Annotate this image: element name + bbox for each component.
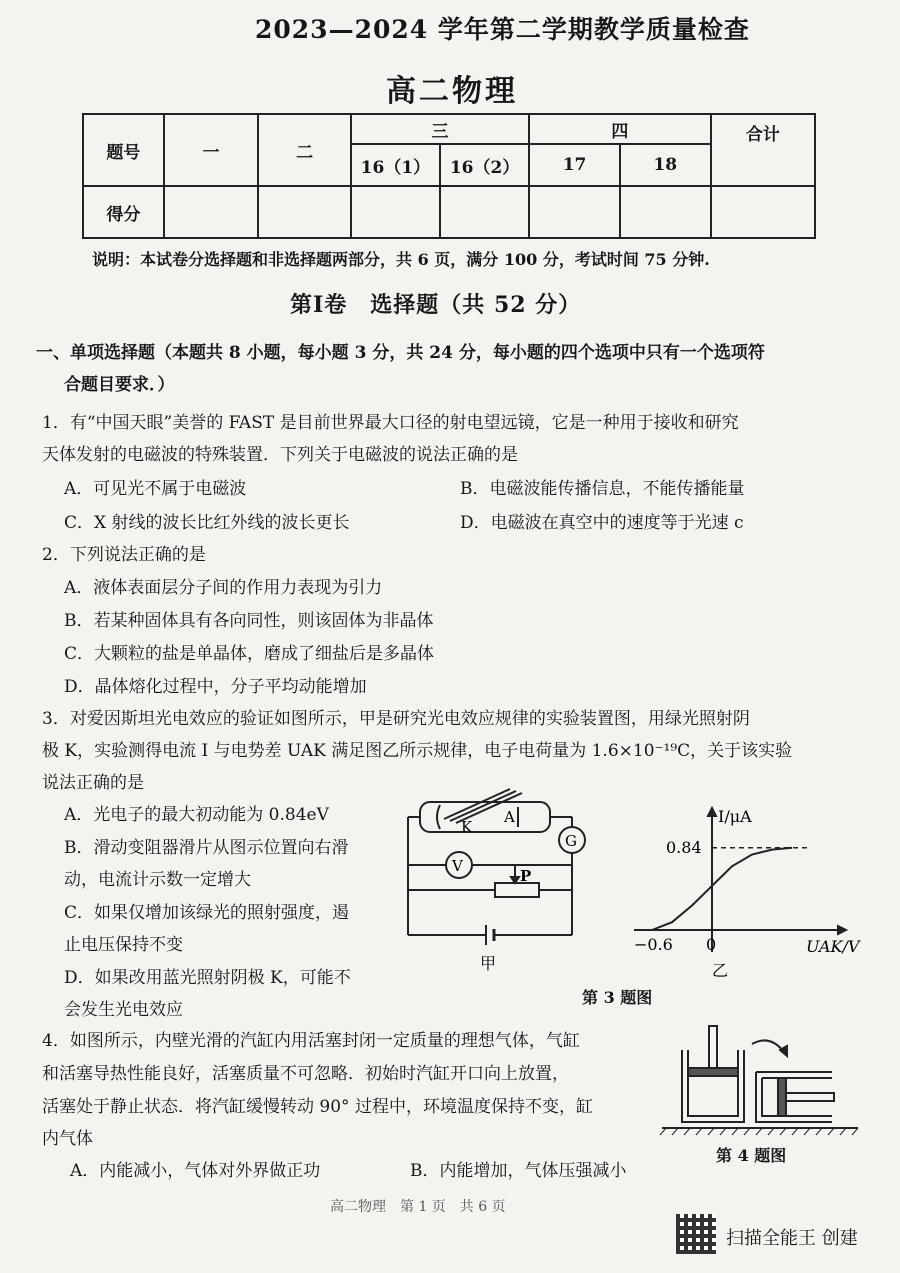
label-k: K xyxy=(461,818,473,836)
q3-option-a: A．光电子的最大初动能为 0.84eV xyxy=(64,805,329,825)
rheostat xyxy=(495,883,539,897)
exam-title: 2023—2024 学年第二学期教学质量检查 xyxy=(255,15,750,44)
x-tick-neg06: −0.6 xyxy=(634,935,673,954)
piston-rod-upright xyxy=(709,1026,717,1068)
q3-option-b-line1: B．滑动变阻器滑片从图示位置向右滑 xyxy=(64,838,349,858)
score-table-sub-16-2: 16（2） xyxy=(440,144,529,186)
q3-option-c-line2: 止电压保持不变 xyxy=(64,935,183,955)
score-table-row2-label: 得分 xyxy=(83,186,164,238)
iu-curve xyxy=(652,848,792,930)
cylinder-upright xyxy=(682,1050,744,1122)
q1-stem-line2: 天体发射的电磁波的特殊装置．下列关于电磁波的说法正确的是 xyxy=(42,445,518,465)
label-a: A xyxy=(504,808,515,826)
q4-option-b: B．内能增加，气体压强减小 xyxy=(410,1161,627,1181)
score-table-col-4: 四 xyxy=(529,114,710,144)
score-table-col-1: 一 xyxy=(164,114,259,186)
piston-upright xyxy=(688,1068,738,1076)
score-cell xyxy=(440,186,529,238)
section1-heading-line2: 合题目要求．） xyxy=(64,375,175,395)
score-table-header-label: 题号 xyxy=(83,114,164,186)
score-table xyxy=(82,113,816,239)
label-v: V xyxy=(452,857,463,875)
q4-figure-caption: 第 4 题图 xyxy=(716,1146,787,1165)
q3-figure-caption: 第 3 题图 xyxy=(582,988,653,1007)
subject-title: 高二物理 xyxy=(386,74,518,109)
exam-note: 说明：本试卷分选择题和非选择题两部分，共 6 页，满分 100 分，考试时间 75 分钟. xyxy=(92,250,710,269)
label-g: G xyxy=(565,832,577,850)
q3-option-d-line1: D．如果改用蓝光照射阴极 K，可能不 xyxy=(64,968,351,988)
cathode-plate xyxy=(437,805,440,829)
score-cell xyxy=(164,186,259,238)
score-table-total: 合计 xyxy=(711,114,815,186)
piston-rod-horizontal xyxy=(786,1093,834,1101)
score-table-sub-17: 17 xyxy=(529,144,620,186)
q1-option-d: D．电磁波在真空中的速度等于光速 c xyxy=(460,513,744,533)
q3-stem-line3: 说法正确的是 xyxy=(42,773,144,793)
label-p: P xyxy=(520,867,532,885)
y-tick-084: 0.84 xyxy=(666,838,702,857)
score-table-col-3: 三 xyxy=(351,114,529,144)
scanner-watermark-text: 扫描全能王 创建 xyxy=(726,1228,858,1249)
q4-stem-line3: 活塞处于静止状态．将汽缸缓慢转动 90° 过程中，环境温度保持不变，缸 xyxy=(42,1097,593,1117)
q1-option-c: C．X 射线的波长比红外线的波长更长 xyxy=(64,513,350,533)
q3-option-b-line2: 动，电流计示数一定增大 xyxy=(64,870,251,890)
q2-stem: 2．下列说法正确的是 xyxy=(42,545,206,565)
q4-stem-line1: 4．如图所示，内壁光滑的汽缸内用活塞封闭一定质量的理想气体，气缸 xyxy=(42,1031,580,1051)
x-axis-label: UAK/V xyxy=(806,937,860,956)
q4-cylinder-diagram xyxy=(660,1022,860,1137)
q4-stem-line2: 和活塞导热性能良好，活塞质量不可忽略．初始时汽缸开口向上放置， xyxy=(42,1064,569,1084)
q1-option-a: A．可见光不属于电磁波 xyxy=(64,479,247,499)
q3-option-c-line1: C．如果仅增加该绿光的照射强度，遏 xyxy=(64,903,350,923)
page-footer: 高二物理 第 1 页 共 6 页 xyxy=(330,1199,506,1215)
section1-heading-line1: 一、单项选择题（本题共 8 小题，每小题 3 分，共 24 分，每小题的四个选项中只有一个选项符 xyxy=(36,343,765,363)
x-tick-zero: 0 xyxy=(706,935,717,954)
q3-circuit-diagram xyxy=(400,785,600,975)
q3-option-d-line2: 会发生光电效应 xyxy=(64,1000,183,1020)
piston-horizontal xyxy=(778,1078,786,1116)
score-cell xyxy=(529,186,620,238)
circuit-label: 甲 xyxy=(480,954,497,973)
score-cell xyxy=(351,186,440,238)
q4-option-a: A．内能减小，气体对外界做正功 xyxy=(70,1161,321,1181)
q2-option-a: A．液体表面层分子间的作用力表现为引力 xyxy=(64,578,383,598)
q3-iu-graph xyxy=(628,802,868,982)
q3-stem-line2: 极 K，实验测得电流 I 与电势差 UAK 满足图乙所示规律，电子电荷量为 1.6×10⁻¹⁹C，关于该实验 xyxy=(42,741,793,761)
score-cell xyxy=(258,186,351,238)
score-cell xyxy=(620,186,711,238)
part1-title: 第Ⅰ卷 选择题（共 52 分） xyxy=(290,292,582,318)
score-table-col-2: 二 xyxy=(258,114,351,186)
score-table-sub-18: 18 xyxy=(620,144,711,186)
q2-option-d: D．晶体熔化过程中，分子平均动能增加 xyxy=(64,677,367,697)
q1-stem-line1: 1．有“中国天眼”美誉的 FAST 是目前世界最大口径的射电望远镜，它是一种用于接收和研究 xyxy=(42,413,739,433)
q2-option-b: B．若某种固体具有各向同性，则该固体为非晶体 xyxy=(64,611,434,631)
graph-label: 乙 xyxy=(712,961,729,980)
q3-stem-line1: 3．对爱因斯坦光电效应的验证如图所示，甲是研究光电效应规律的实验装置图，用绿光照射阴 xyxy=(42,709,750,729)
qr-code-icon xyxy=(676,1214,716,1254)
score-table-sub-16-1: 16（1） xyxy=(351,144,440,186)
q2-option-c: C．大颗粒的盐是单晶体，磨成了细盐后是多晶体 xyxy=(64,644,435,664)
q4-stem-line4: 内气体 xyxy=(42,1129,93,1149)
score-cell xyxy=(711,186,815,238)
q1-option-b: B．电磁波能传播信息，不能传播能量 xyxy=(460,479,745,499)
y-axis-label: I/μA xyxy=(718,807,752,826)
